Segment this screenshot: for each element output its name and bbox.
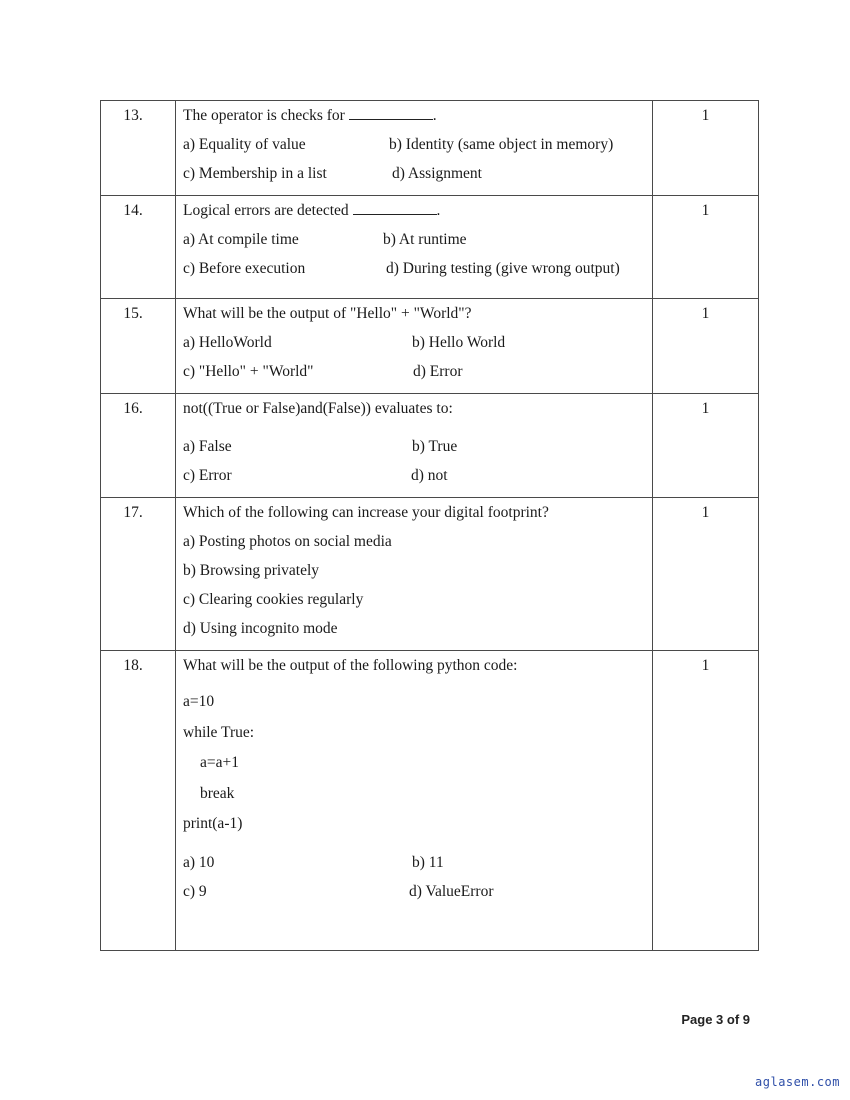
option-row xyxy=(183,130,652,159)
stem-end: . xyxy=(432,107,437,124)
question-stem xyxy=(183,101,652,130)
option-c: c) Membership in a list xyxy=(183,165,327,182)
question-number: 13. xyxy=(123,107,143,124)
stem-text: Logical errors are detected xyxy=(183,202,349,219)
question-number: 15. xyxy=(123,305,143,322)
option-c: c) Before execution xyxy=(183,260,306,277)
question-row-17 xyxy=(101,498,759,651)
stem-end: . xyxy=(436,202,441,219)
question-number-cell xyxy=(101,196,176,299)
page-number: Page 3 of 9 xyxy=(681,1012,750,1027)
option-c: c) Clearing cookies regularly xyxy=(183,591,364,608)
option-row xyxy=(183,254,652,283)
code-line: a=a+1 xyxy=(200,754,239,771)
option-d: d) Assignment xyxy=(392,165,482,182)
marks-value: 1 xyxy=(701,305,710,322)
option-row xyxy=(183,432,652,461)
question-number-cell xyxy=(101,101,176,196)
question-cell xyxy=(176,394,653,498)
option-d: d) During testing (give wrong output) xyxy=(386,260,620,277)
code-block xyxy=(183,687,652,840)
option-row xyxy=(183,328,652,357)
question-stem xyxy=(183,196,652,225)
question-stem: What will be the output of the following python code: xyxy=(183,657,518,674)
option-a: a) HelloWorld xyxy=(183,334,272,351)
code-line: break xyxy=(200,784,235,802)
stem-text: The operator is checks for xyxy=(183,107,345,124)
question-stem: Which of the following can increase your digital footprint? xyxy=(183,504,549,521)
question-number-cell xyxy=(101,394,176,498)
marks-cell xyxy=(653,498,759,651)
question-row-18 xyxy=(101,651,759,951)
question-number-cell xyxy=(101,299,176,394)
marks-cell xyxy=(653,651,759,951)
option-row xyxy=(183,877,652,906)
option-row xyxy=(183,225,652,254)
option-d: d) Error xyxy=(413,363,463,380)
question-table xyxy=(100,100,759,951)
marks-value: 1 xyxy=(701,400,710,417)
option-a: a) False xyxy=(183,438,232,455)
code-line: a=10 xyxy=(183,693,215,710)
question-stem: not((True or False)and(False)) evaluates to: xyxy=(183,400,453,417)
question-cell xyxy=(176,101,653,196)
question-row-15 xyxy=(101,299,759,394)
question-row-14 xyxy=(101,196,759,299)
watermark: aglasem.com xyxy=(755,1075,840,1089)
question-number: 18. xyxy=(123,657,143,674)
option-a: a) At compile time xyxy=(183,231,299,248)
option-c: c) Error xyxy=(183,467,232,484)
question-row-16 xyxy=(101,394,759,498)
marks-value: 1 xyxy=(701,657,710,674)
option-row xyxy=(183,357,652,386)
question-cell xyxy=(176,498,653,651)
question-stem: What will be the output of "Hello" + "World"? xyxy=(183,305,472,322)
question-cell xyxy=(176,196,653,299)
marks-cell xyxy=(653,394,759,498)
option-a: a) 10 xyxy=(183,853,215,871)
answer-blank xyxy=(349,105,433,120)
question-number-cell xyxy=(101,651,176,951)
option-d: d) Using incognito mode xyxy=(183,620,338,637)
option-row xyxy=(183,159,652,188)
option-b: b) True xyxy=(412,438,458,455)
option-b: b) Identity (same object in memory) xyxy=(389,136,614,153)
question-number: 17. xyxy=(123,504,143,521)
answer-blank xyxy=(353,200,437,215)
marks-value: 1 xyxy=(701,107,710,124)
option-b: b) Hello World xyxy=(412,334,506,351)
marks-cell xyxy=(653,101,759,196)
option-b: b) 11 xyxy=(412,853,444,871)
question-row-13 xyxy=(101,101,759,196)
marks-value: 1 xyxy=(701,504,710,521)
code-line: while True: xyxy=(183,723,255,741)
code-line: print(a-1) xyxy=(183,815,243,832)
option-c: c) 9 xyxy=(183,882,207,900)
option-row xyxy=(183,461,652,490)
marks-cell xyxy=(653,299,759,394)
marks-cell xyxy=(653,196,759,299)
option-c: c) "Hello" + "World" xyxy=(183,363,314,380)
question-number-cell xyxy=(101,498,176,651)
option-b: b) Browsing privately xyxy=(183,562,320,579)
question-cell xyxy=(176,651,653,951)
question-cell xyxy=(176,299,653,394)
option-d: d) not xyxy=(411,467,448,484)
option-a: a) Posting photos on social media xyxy=(183,533,392,550)
question-number: 14. xyxy=(123,202,143,219)
marks-value: 1 xyxy=(701,202,710,219)
option-a: a) Equality of value xyxy=(183,136,306,153)
option-d: d) ValueError xyxy=(409,882,494,900)
option-row xyxy=(183,848,652,877)
option-b: b) At runtime xyxy=(383,231,467,248)
question-number: 16. xyxy=(123,400,143,417)
